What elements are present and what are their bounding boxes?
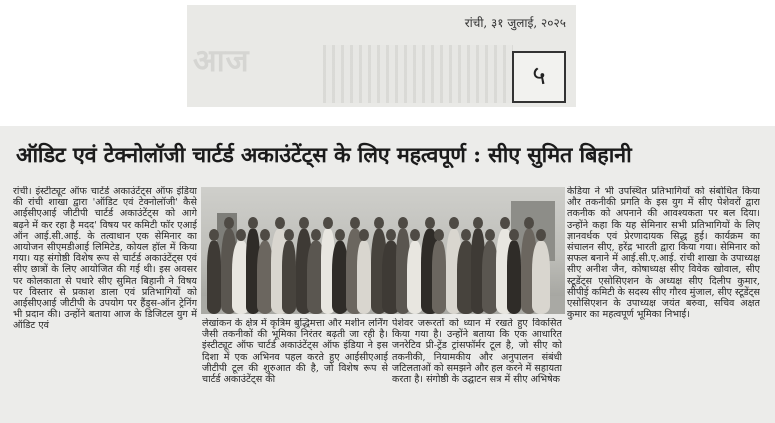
photo-person-head (260, 229, 270, 241)
photo-person (532, 241, 550, 314)
photo-person-head (509, 229, 519, 241)
article-column-mid-1 (202, 318, 388, 420)
photo-person-head (461, 229, 471, 241)
photo-person-head (359, 229, 369, 241)
photo-person (282, 241, 296, 314)
article-text-mid-2: पेशेवर जरूरतों को ध्यान में रखते हुए विकसित किया गया है। उन्होंने बताया कि एक आधारित जनरेटिव प्री-ट्रेंड ट्रांसफॉर्मर टूल है, जो सीए को तकनीकी, नियामकीय और अनुपालन संबंधी जटिलताओं को समझने और हल करने में सहायता करता है। संगोष्ठी के उद्घाटन सत्र में सीए अभिषेक (392, 318, 562, 386)
photo-person-head (335, 229, 345, 241)
photo-person-head (236, 229, 246, 241)
photo-person-head (410, 229, 420, 241)
photo-person-head (434, 229, 444, 241)
photo-person-head (350, 217, 360, 229)
newspaper-masthead-strip (187, 5, 576, 107)
photo-person-head (323, 217, 333, 229)
photo-person (357, 241, 371, 314)
article-column-right (567, 186, 760, 416)
masthead-paper-name: आज (193, 43, 250, 79)
article-headline: ऑडिट एवं टेक्नोलॉजी चार्टर्ड अकाउंटेंट्स के लिए महत्वपूर्ण : सीए सुमित बिहानी (16, 142, 632, 167)
photo-person-head (386, 229, 396, 241)
group-photo-image (201, 187, 565, 314)
photo-person-head (473, 217, 483, 229)
photo-person-head (449, 217, 459, 229)
photo-person-head (224, 217, 234, 229)
photo-person-head (374, 217, 384, 229)
masthead-page-number: ५ (512, 51, 566, 103)
photo-person-head (536, 229, 546, 241)
photo-person (432, 241, 446, 314)
photo-person (207, 241, 221, 314)
masthead-faded-graphic (323, 45, 513, 103)
photo-person-head (398, 217, 408, 229)
photo-person-head (284, 229, 294, 241)
article-column-left (13, 186, 197, 416)
photo-person-head (524, 217, 534, 229)
photo-person-head (248, 217, 258, 229)
article-text-left: रांची। इंस्टीट्यूट ऑफ चार्टर्ड अकाउंटेंट्स ऑफ इंडिया की रांची शाखा द्वारा 'ऑडिट एवं टेक्नोलॉजी' कैसे आईसीएआई जीटीपी चार्टर्ड अकाउंटेंट्स को आगे बढ़ने में कर रहा है मदद' विषय पर कमिटी फॉर एआई ऑन आई.सी.आई. के तत्वाधान एक सेमिनार का आयोजन सीएमडीआई लिमिटेड, कोयल हॉल में किया गया। यह संगोष्ठी विशेष रूप से चार्टर्ड अकाउंटेंट्स एवं सीए छात्रों के लिए आयोजित की गई थी। इस अवसर पर कोलकाता से पधारे सीए सुमित बिहानी ने विषय पर विस्तार से प्रकाश डाला एवं प्रतिभागियों को आईसीएआई जीटीपी के उपयोग पर हैंड्स-ऑन ट्रेनिंग भी प्रदान की। उन्होंने बताया आज के डिजिटल युग में ऑडिट एवं (13, 186, 197, 332)
article-text-mid-1: लेखांकन के क्षेत्र में कृत्रिम बुद्धिमत्ता और मशीन लर्निंग जैसी तकनीकों की भूमिका निरंतर बढ़ती जा रही है। इंस्टीट्यूट ऑफ चार्टर्ड अकाउंटेंट्स ऑफ इंडिया ने इस दिशा में एक अभिनव पहल करते हुए आईसीएआई जीटीपी टूल की शुरुआत की है, जो विशेष रूप से चार्टर्ड अकाउंटेंट्स की (202, 318, 388, 386)
article-column-mid-2 (392, 318, 562, 420)
photo-person-head (299, 217, 309, 229)
photo-person-head (485, 229, 495, 241)
photo-person-head (209, 229, 219, 241)
photo-person-head (275, 217, 285, 229)
photo-person-head (311, 229, 321, 241)
photo-person-head (500, 217, 510, 229)
masthead-dateline: रांची, ३१ जुलाई, २०२५ (464, 16, 566, 30)
photo-person (507, 241, 521, 314)
photo-person-head (425, 217, 435, 229)
article-text-right: केडिया ने भी उपस्थित प्रतिभागियों को संबोधित किया और तकनीकी प्रगति के इस युग में सीए पेशेवरों द्वारा तकनीक को अपनाने की आवश्यकता पर बल दिया। उन्होंने कहा कि यह सेमिनार सभी प्रतिभागियों के लिए ज्ञानवर्धक एवं प्रेरणादायक सिद्ध हुई। कार्यक्रम का संचालन सीए, हरेंद्र भारती द्वारा किया गया। सेमिनार को सफल बनाने में आई.सी.ए.आई. रांची शाखा के उपाध्यक्ष सीए अनीश जैन, कोषाध्यक्ष सीए विवेक खोवाल, सीए स्टूडेंट्स एसोसिएशन के अध्यक्ष सीए दिलीप कुमार, सीपीई कमिटी के सदस्य सीए गौरव मुंजाल, सीए स्टूडेंट्स एसोसिएशन के उपाध्यक्ष जयंत बरुवा, सचिव अक्षत कुमार का महत्वपूर्ण भूमिका निभाई। (567, 186, 760, 321)
